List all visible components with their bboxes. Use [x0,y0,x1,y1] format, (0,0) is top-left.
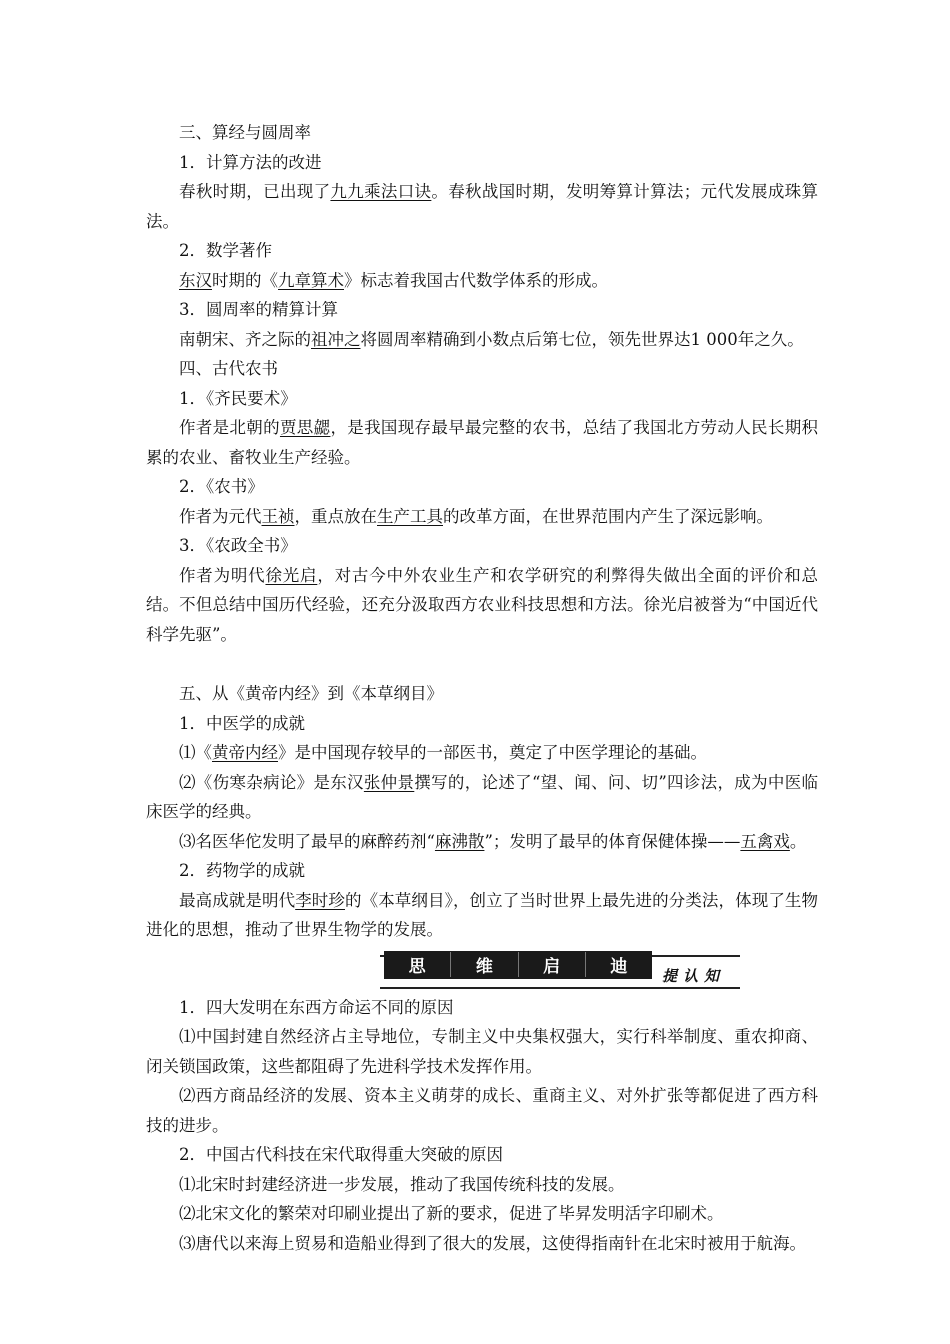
paragraph: 东汉时期的《九章算术》标志着我国古代数学体系的形成。 [179,270,608,290]
key-term: 张仲景 [363,772,415,792]
paragraph: ⑴中国封建自然经济占主导地位，专制主义中央集权强大，实行科举制度、重农抑商、闭关锁国政策，这些都阻碍了先进科学技术发挥作用。 [146,1027,818,1076]
item-heading: 1．计算方法的改进 [179,152,322,172]
key-term: 祖冲之 [311,329,361,349]
key-term: 九九乘法口诀 [330,182,432,201]
section-heading-5: 五、从《黄帝内经》到《本草纲目》 [179,684,443,703]
paragraph: 作者为元代王祯，重点放在生产工具的改革方面，在世界范围内产生了深远影响。 [179,506,773,526]
spacer [146,649,818,679]
item-heading: 2．《农书》 [179,477,264,496]
section-heading-3: 三、算经与圆周率 [179,123,311,142]
paragraph: 春秋时期，已出现了九九乘法口诀。春秋战国时期，发明筹算计算法；元代发展成珠算法。 [146,182,819,231]
key-term: 东汉 [179,270,212,290]
section-banner [146,951,818,991]
paragraph: ⑵《伤寒杂病论》是东汉张仲景撰写的，论述了“望、闻、问、切”四诊法，成为中医临床医学的经典。 [146,772,819,821]
paragraph: 最高成就是明代李时珍的《本草纲目》，创立了当时世界上最先进的分类法，体现了生物进化的思想，推动了世界生物学的发展。 [146,890,819,939]
item-heading: 1．四大发明在东西方命运不同的原因 [179,997,454,1017]
item-heading: 1．《齐民要术》 [179,388,297,408]
key-term: 五禽戏 [740,831,790,851]
item-heading: 2．中国古代科技在宋代取得重大突破的原因 [179,1145,503,1164]
section-heading-4: 四、古代农书 [179,359,278,378]
item-heading: 3．圆周率的精算计算 [179,300,338,319]
paragraph: 作者为明代徐光启，对古今中外农业生产和农学研究的利弊得失做出全面的评价和总结。不但总结中国历代经验，还充分汲取西方农业科技思想和方法。徐光启被誉为“中国近代科学先驱”。 [146,565,819,644]
key-term: 王祯 [261,506,295,526]
paragraph: 南朝宋、齐之际的祖冲之将圆周率精确到小数点后第七位，领先世界达1 000年之久。 [179,329,804,349]
paragraph: ⑵北宋文化的繁荣对印刷业提出了新的要求，促进了毕昇发明活字印刷术。 [179,1204,724,1223]
item-heading: 2．药物学的成就 [179,861,305,880]
document-page [146,118,818,1258]
item-heading: 1．中医学的成就 [179,713,305,733]
banner-title [384,951,652,979]
item-heading: 2．数学著作 [179,241,272,260]
paragraph: ⑴《黄帝内经》是中国现存较早的一部医书，奠定了中医学理论的基础。 [179,743,707,762]
banner-subtitle: 提认知 [662,966,726,985]
key-term: 生产工具 [377,506,443,526]
item-heading: 3．《农政全书》 [179,536,297,555]
key-term: 麻沸散 [434,831,485,851]
banner-char: 维 [451,952,518,977]
key-term: 九章算术 [278,270,344,290]
banner-char: 思 [384,952,451,977]
key-term: 徐光启 [265,565,318,585]
paragraph: ⑵西方商品经济的发展、资本主义萌芽的成长、重商主义、对外扩张等都促进了西方科技的进步。 [146,1086,818,1135]
paragraph: ⑶名医华佗发明了最早的麻醉药剂“麻沸散”；发明了最早的体育保健体操——五禽戏。 [179,831,807,851]
banner-char: 启 [519,952,586,977]
paragraph: 作者是北朝的贾思勰，是我国现存最早最完整的农书，总结了我国北方劳动人民长期积累的农业、畜牧业生产经验。 [146,418,819,467]
paragraph: ⑴北宋时封建经济进一步发展，推动了我国传统科技的发展。 [179,1174,625,1194]
banner-char: 迪 [610,957,628,977]
key-term: 黄帝内经 [212,743,278,762]
paragraph: ⑶唐代以来海上贸易和造船业得到了很大的发展，这使得指南针在北宋时被用于航海。 [179,1233,806,1253]
key-term: 李时珍 [295,890,345,910]
key-term: 贾思勰 [279,418,331,437]
